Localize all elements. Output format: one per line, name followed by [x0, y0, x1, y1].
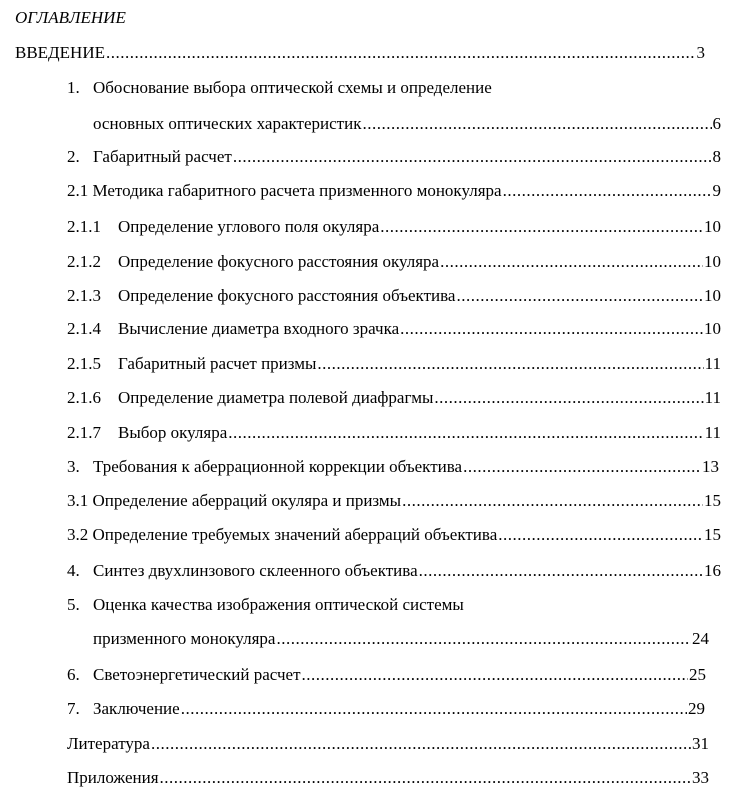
toc-entry-2-1-3[interactable] [67, 285, 721, 307]
dot-leader [456, 285, 703, 307]
toc-entry-2-1-2[interactable] [67, 251, 721, 273]
entry-text: Габаритный расчет призмы [118, 354, 317, 373]
toc-entry-2-1-5[interactable] [67, 353, 721, 375]
entry-number: 7. [67, 699, 80, 718]
page-number: 29 [688, 699, 705, 718]
toc-entry-3-2[interactable] [67, 524, 721, 546]
entry-number: 2.1.1 [67, 217, 101, 236]
page-number: 15 [704, 491, 721, 510]
dot-leader [463, 456, 701, 478]
page-number: 8 [712, 147, 721, 166]
entry-text: Литература [67, 734, 150, 753]
dot-leader [440, 251, 703, 273]
dot-leader [419, 560, 703, 582]
entry-text: Обоснование выбора оптической схемы и определение [93, 78, 492, 97]
dot-leader [106, 42, 696, 64]
toc-entry-3[interactable] [67, 456, 719, 478]
toc-entry-appendices[interactable] [67, 767, 709, 789]
dot-leader [151, 733, 691, 755]
entry-text: основных оптических характеристик [93, 114, 362, 133]
entry-number: 3. [67, 457, 80, 476]
entry-text: Вычисление диаметра входного зрачка [118, 319, 400, 338]
entry-text: Синтез двухлинзового склеенного объектива [93, 561, 418, 580]
dot-leader [160, 767, 691, 789]
entry-text: 3.2 Определение требуемых значений аберраций объектива [67, 525, 498, 544]
page-number: 25 [689, 665, 706, 684]
entry-text: призменного монокуляра [93, 629, 276, 648]
entry-text: Светоэнергетический расчет [93, 665, 301, 684]
entry-number: 2.1.5 [67, 354, 101, 373]
dot-leader [228, 422, 703, 444]
entry-text: Выбор окуляра [118, 423, 228, 442]
toc-entry-1-cont[interactable] [93, 113, 721, 135]
toc-entry-2-1-4[interactable] [67, 318, 721, 340]
dot-leader [317, 353, 703, 375]
entry-text: 3.1 Определение аберраций окуляра и призмы [67, 491, 402, 510]
toc-entry-2-1[interactable] [67, 180, 721, 202]
entry-text: Определение углового поля окуляра [118, 217, 380, 236]
page-number: 3 [696, 43, 705, 62]
page-number: 10 [704, 286, 721, 305]
entry-number: 2. [67, 147, 80, 166]
page-number: 10 [704, 217, 721, 236]
dot-leader [434, 387, 703, 409]
entry-text: Приложения [67, 768, 159, 787]
entry-text: Определение диаметра полевой диафрагмы [118, 388, 434, 407]
entry-text: Оценка качества изображения оптической системы [93, 595, 464, 614]
page-number: 13 [702, 457, 719, 476]
page-number: 10 [704, 319, 721, 338]
toc-entry-3-1[interactable] [67, 490, 721, 512]
page-number: 33 [692, 768, 709, 787]
entry-text: 2.1 Методика габаритного расчета призменного монокуляра [67, 181, 502, 200]
dot-leader [276, 628, 691, 650]
toc-entry-2-1-1[interactable] [67, 216, 721, 238]
entry-text: Определение фокусного расстояния объектива [118, 286, 456, 305]
dot-leader [402, 490, 703, 512]
entry-text: Габаритный расчет [93, 147, 232, 166]
entry-text: Требования к аберрационной коррекции объектива [93, 457, 463, 476]
entry-number: 2.1.4 [67, 319, 101, 338]
toc-entry-2-1-6[interactable] [67, 387, 721, 409]
page-number: 6 [712, 114, 721, 133]
page-number: 11 [704, 354, 721, 373]
page-number: 11 [704, 423, 721, 442]
page-number: 11 [704, 388, 721, 407]
dot-leader [400, 318, 703, 340]
entry-number: 4. [67, 561, 80, 580]
page-number: 24 [692, 629, 709, 648]
toc-entry-2[interactable] [67, 146, 721, 168]
page-number: 10 [704, 252, 721, 271]
toc-entry-literature[interactable] [67, 733, 709, 755]
dot-leader [233, 146, 712, 168]
entry-number: 2.1.7 [67, 423, 101, 442]
toc-entry-introduction[interactable] [15, 42, 705, 64]
entry-number: 2.1.6 [67, 388, 101, 407]
dot-leader [498, 524, 703, 546]
entry-text: Определение фокусного расстояния окуляра [118, 252, 440, 271]
toc-entry-5-cont[interactable] [93, 628, 709, 650]
entry-number: 2.1.2 [67, 252, 101, 271]
dot-leader [503, 180, 712, 202]
dot-leader [380, 216, 703, 238]
toc-entry-6[interactable] [67, 664, 706, 686]
page-number: 16 [704, 561, 721, 580]
entry-number: 5. [67, 595, 80, 614]
toc-entry-5[interactable] [67, 594, 464, 616]
dot-leader [302, 664, 688, 686]
toc-entry-7[interactable] [67, 698, 705, 720]
toc-title: ОГЛАВЛЕНИЕ [15, 8, 126, 27]
entry-number: 2.1.3 [67, 286, 101, 305]
page-number: 31 [692, 734, 709, 753]
entry-number: 6. [67, 665, 80, 684]
toc-entry-2-1-7[interactable] [67, 422, 721, 444]
entry-text: Заключение [93, 699, 180, 718]
dot-leader [362, 113, 711, 135]
dot-leader [181, 698, 687, 720]
toc-entry-4[interactable] [67, 560, 721, 582]
entry-text: ВВЕДЕНИЕ [15, 43, 105, 62]
toc-entry-1[interactable] [67, 77, 492, 99]
page-number: 9 [712, 181, 721, 200]
page-number: 15 [704, 525, 721, 544]
entry-number: 1. [67, 78, 80, 97]
